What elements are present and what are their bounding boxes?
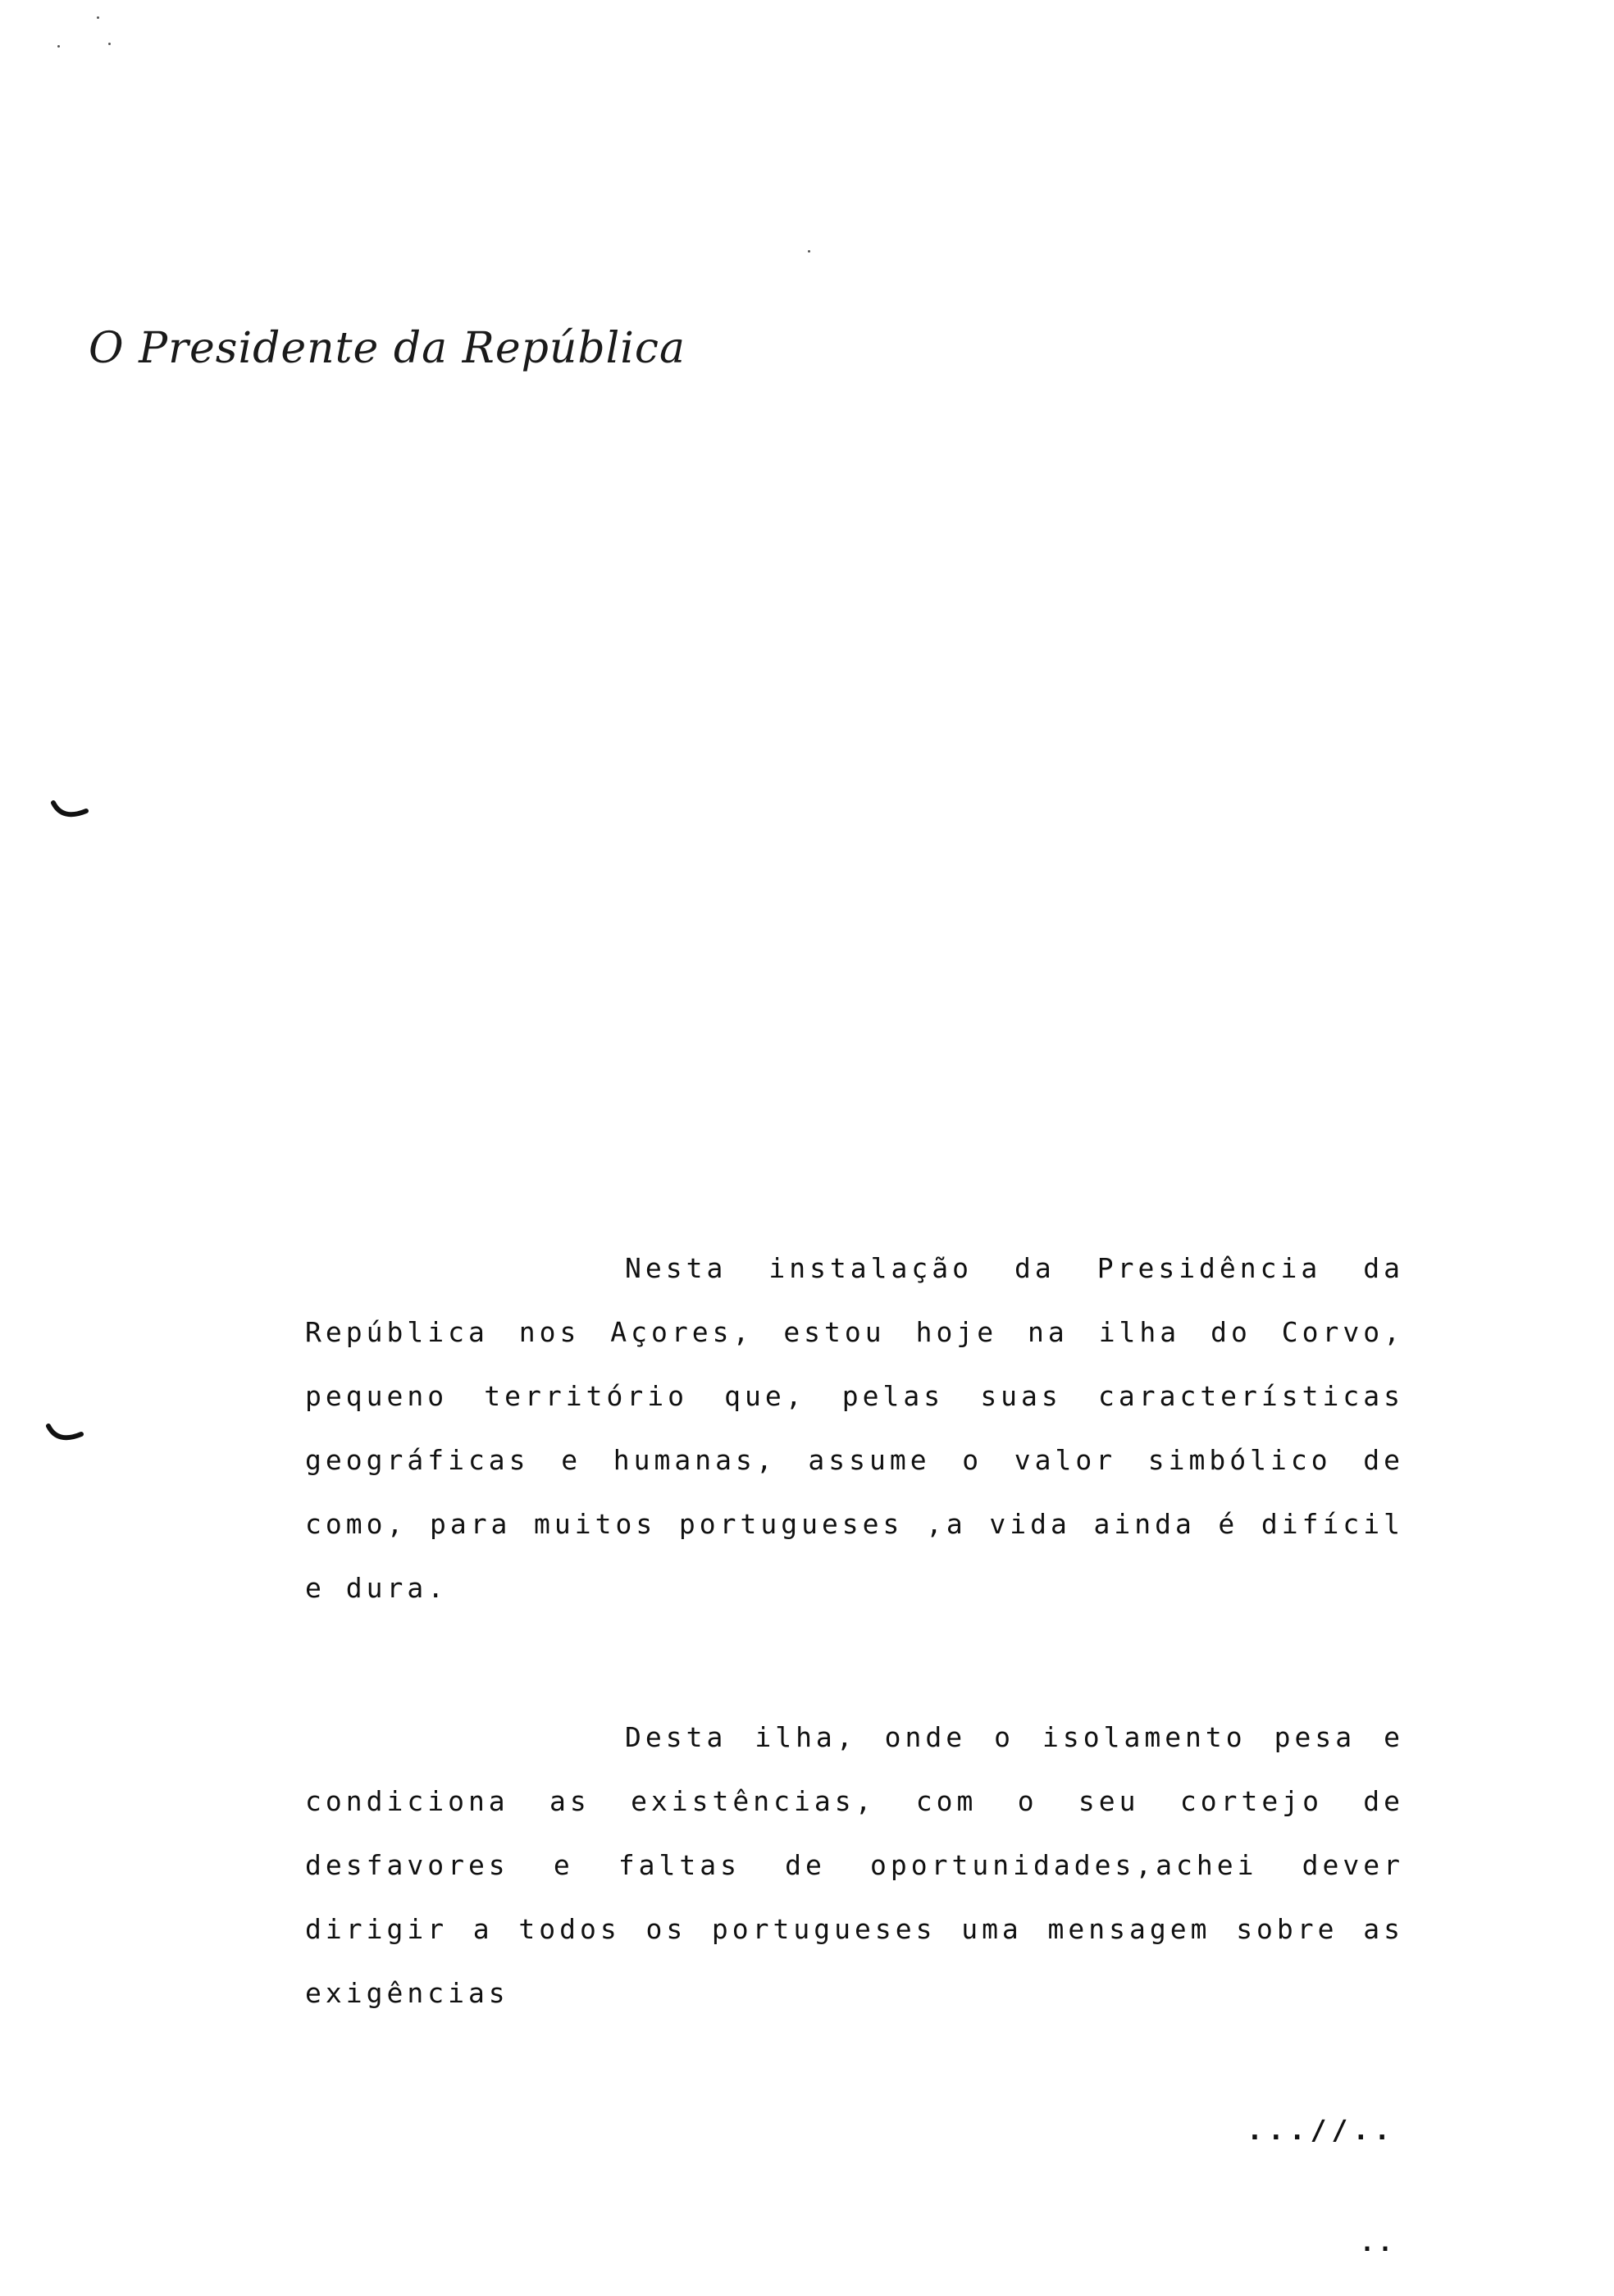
scan-speck — [57, 45, 60, 48]
scan-speck — [108, 43, 111, 45]
body-paragraph — [305, 1706, 1404, 2025]
paragraph-text: Desta ilha, onde o isolamento pesa e condiciona as existências, com o seu cortejo de desfavores e faltas de oportunidades,achei dever dirigir a todos os portugueses uma mensagem sobre as exigências — [305, 1721, 1404, 2009]
footer-mark: .. — [1360, 2229, 1397, 2257]
paragraph-text: Nesta instalação da Presidência da República nos Açores, estou hoje na ilha do Corvo, pequeno território que, pelas suas características geográficas e humanas, assume o valor simbólico de como, para muitos portugueses ,a vida ainda é difícil e dura. — [305, 1252, 1404, 1604]
letterhead-title: O Presidente da República — [89, 324, 686, 373]
page-continuation-mark: ...//.. — [1247, 2114, 1396, 2146]
scan-speck — [808, 250, 810, 253]
body-paragraph — [305, 1237, 1404, 1620]
binding-punch-mark — [46, 1423, 84, 1447]
binding-punch-mark — [51, 800, 89, 824]
scan-speck — [97, 16, 99, 19]
